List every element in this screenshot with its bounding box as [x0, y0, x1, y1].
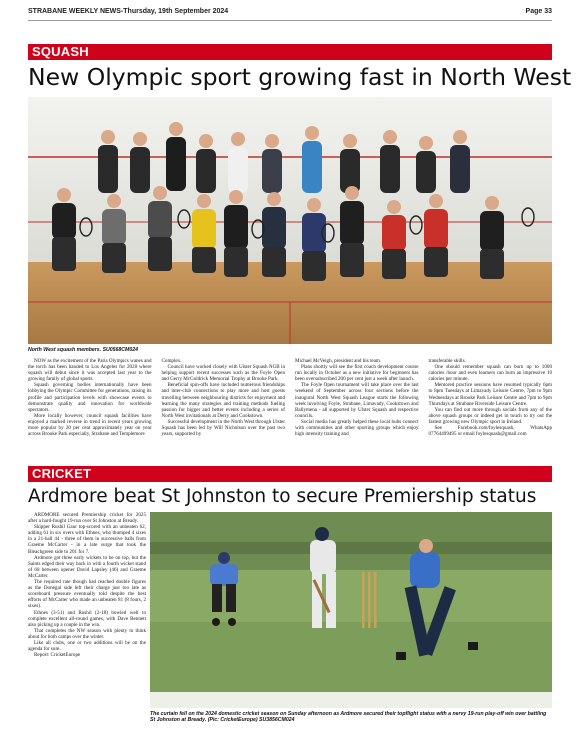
paragraph: See Facebook.com/foylesquash, WhatsApp 07764499495 or email foylesquash@gmail.com: [428, 425, 552, 438]
paragraph: Skipper Rushil Gaur top-scored with an unbeaten 62, adding 61 in six overs with Ethnes, who thumped 4 sixes in a 21-ball 44 - three of them in successive balls from Graeme McCarter - in a late surge that took the Bleachgreen side to 201 for 7.: [28, 524, 146, 555]
page-number: Page 33: [525, 8, 552, 15]
paragraph: The Foyle Open tournament will take place over the last weekend of September across four sections before the inaugural North West Squash League starts the following week involving Foyle, Strabane, Limavady, Cookstown and Ballymena - all supported by Ulster Squash and respective councils.: [295, 382, 419, 419]
paragraph: transferable skills.: [428, 358, 466, 364]
paragraph: Beneficial spin-offs have included numerous friendships and inter-club connections to play more and host guests travelling between neighbouring districts for enjoyment and learning the many strategies and training methods fueling passion for bigger and better events including a series of North West invitationals at Derry and Cookstown.: [161, 382, 285, 419]
running-head: [28, 8, 552, 20]
squash-column-4: [429, 358, 553, 466]
paragraph: Council have worked closely with Ulster Squash NGB in helping support recent successes such as the Foyle Open and Gerry McGoldrick Memorial Trophy at Brooke Park.: [161, 364, 285, 383]
headline-squash: New Olympic sport growing fast in North West: [28, 63, 572, 91]
squash-column-3: [295, 358, 419, 466]
paragraph: Successful development in the North West through Ulster Squash has been led by Will Nicholson over the past two years, supported by: [161, 418, 285, 438]
paragraph: Ardmore got three early wickets to be on top, but the Saints edged their way back in with a fourth wicket stand of 68 between opener David Lapsley (46) and Graeme McCarter.: [28, 554, 146, 579]
paragraph: Ethnes (3-51) and Rushil (2-18) bowled well to complete excellent all-round games, with Dave Bennett also picking up a couple in the win.: [28, 609, 146, 628]
paragraph: More locally however, council squash facilities have enjoyed a marked reverse in trend in recent years growing more popular by 20 per cent approximately year on year across Brooke Park especially, Strabane and Templemore: [28, 412, 152, 438]
running-head-left: STRABANE WEEKLY NEWS-Thursday, 19th September 2024: [28, 8, 229, 15]
paragraph: That completes the NW season with plenty to think about for both camps over the winter.: [28, 627, 146, 640]
squash-team-photo: [28, 97, 552, 344]
paragraph: You can find out more through socials from any of the above squash groups or indeed get in touch to try out the fastest growing new Olympic sport in Ireland.: [428, 406, 552, 425]
paragraph: The required rate though had reached double figures as the Donegal side left their charge just too late as scoreboard pressure eventually told despite the best efforts of McCarter who made an unbeaten 81 (8 fours, 2 sixes).: [28, 579, 146, 610]
paragraph: Plans shortly will see the first coach development course run locally in October as a new initiative for beginners has been oversubscribed 200 per cent just a week after launch.: [295, 364, 419, 383]
squash-column-2: [162, 358, 286, 466]
headline-cricket: Ardmore beat St Johnston to secure Premiership status: [28, 486, 537, 507]
paragraph: Michael McVeigh, president and his team.: [295, 358, 382, 364]
squash-photo-illustration: [28, 97, 552, 344]
cricket-photo-caption: The curtain fell on the 2024 domestic cricket season on Sunday afternoon as Ardmore secured their topflight status with a nervy 19-run play-off win over battling St Johnston at Bready. (Pic: CricketEurope) SU3856CM024: [150, 711, 547, 723]
paragraph: Squash governing bodies internationally have been lobbying the Olympic Committee for generations, raising its profile and participation levels with showcase events to demonstrate quality and innovation for worldwide spectators.: [28, 382, 152, 413]
squash-column-1: [28, 358, 152, 466]
section-label-cricket: CRICKET: [28, 466, 552, 482]
paragraph: ARDMORE secured Premiership cricket for 2025 after a hard-fought 19-run over St Johnston at Bready.: [28, 512, 146, 525]
squash-article-body: [28, 358, 552, 466]
cricket-match-photo: [150, 512, 552, 708]
squash-photo-caption: North West squash members. SU0568CM024: [28, 347, 139, 353]
paragraph: Report: CricketEurope: [34, 652, 81, 659]
paragraph: Social media has greatly helped these local hubs connect with communities and other sporting groups which enjoy high intensity training and: [295, 418, 419, 438]
paragraph: Mentored practice sessions have resumed typically 6pm to 8pm Tuesdays at Limavady Leisure Centre, 7pm to 9pm Wednesdays at Brooke Park Leisure Centre and 7pm to 9pm Thursdays at Strabane Riverside Leisure Centre.: [428, 382, 552, 407]
paragraph: One should remember squash can burn up to 1000 calories /hour and even learners can burn an impressive 10 calories per minute.: [428, 364, 552, 383]
paragraph: Complex.: [161, 358, 182, 364]
header-rule: [28, 20, 552, 21]
cricket-article-body: [28, 512, 146, 658]
paragraph: NOW as the excitement of the Paris Olympics wanes and the torch has been handed to Los Angeles for 2028 where squash will debut since it was accepted last year to the growing family of global sports.: [28, 358, 152, 383]
section-label-squash: SQUASH: [28, 44, 552, 60]
paragraph: Like all clubs, one or two additions will be on the agenda for sure.: [28, 639, 146, 653]
cricket-photo-illustration: [150, 512, 552, 708]
